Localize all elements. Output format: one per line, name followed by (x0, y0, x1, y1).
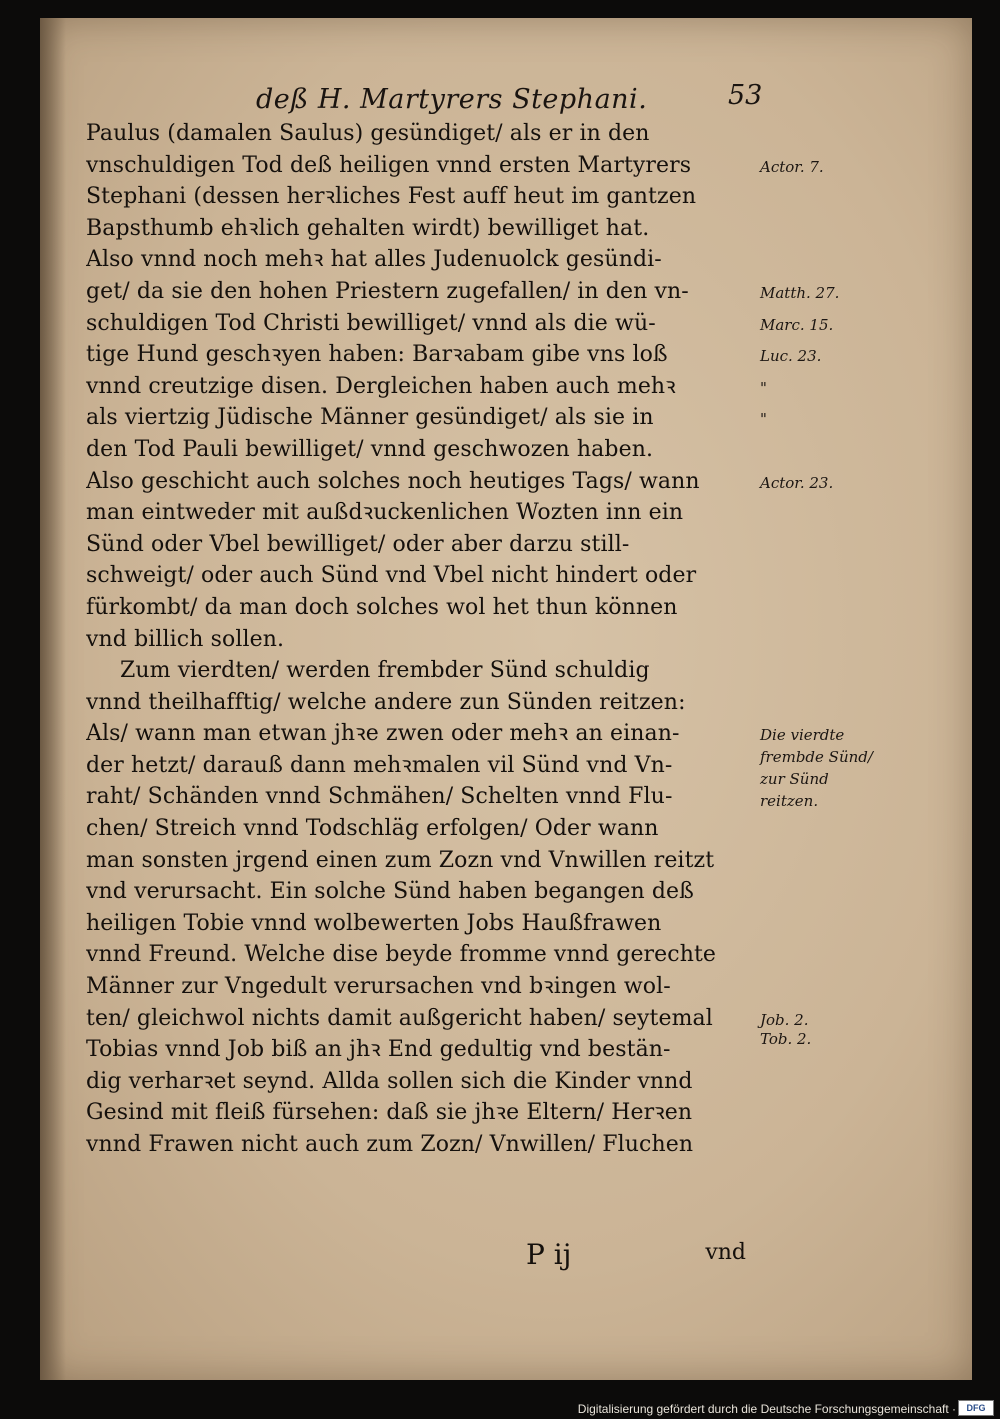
text-line: Tobias vnnd Job biß an jhꝛ End gedultig vnd bestän- (86, 1037, 671, 1063)
marginal-note: " (760, 378, 767, 397)
text-line: Männer zur Vngedult verursachen vnd bꝛingen wol- (86, 974, 671, 1000)
text-line: Bapsthumb ehꝛlich gehalten wirdt) bewilliget hat. (86, 215, 650, 241)
text-line: Als/ wann man etwan jhꝛe zwen oder mehꝛ an einan- (86, 721, 680, 747)
text-line: man eintweder mit außdꝛuckenlichen Wozten inn ein (86, 500, 684, 526)
page-number: 53 (728, 80, 763, 111)
text-line: tige Hund geschꝛyen haben: Barꝛabam gibe vns loß (86, 342, 668, 368)
text-line: man sonsten jrgend einen zum Zozn vnd Vnwillen reitzt (86, 847, 715, 873)
text-line: vnnd creutzige disen. Dergleichen haben auch mehꝛ (86, 373, 676, 399)
body-text (86, 118, 746, 1161)
text-line: chen/ Streich vnnd Todschläg erfolgen/ Oder wann (86, 816, 659, 842)
text-line: Zum vierdten/ werden frembder Sünd schuldig (120, 658, 650, 684)
text-line: schuldigen Tod Christi bewilliget/ vnnd als die wü- (86, 310, 656, 336)
text-line: vnnd Frawen nicht auch zum Zozn/ Vnwillen/ Fluchen (86, 1132, 694, 1157)
running-head: deß H. Martyrers Stephani. (256, 84, 648, 115)
catchword: vnd (705, 1240, 746, 1265)
text-line: vnnd theilhafftig/ welche andere zun Sünden reitzen: (86, 689, 686, 715)
credit-bar (0, 1397, 1000, 1419)
text-line: als viertzig Jüdische Männer gesündiget/ als sie in (86, 405, 654, 431)
text-line: fürkombt/ da man doch solches wol het thun können (86, 594, 678, 620)
marginal-note: Tob. 2. (760, 1029, 812, 1048)
text-line: Gesind mit fleiß fürsehen: daß sie jhꝛe Eltern/ Herꝛen (86, 1100, 693, 1126)
marginal-note: Matth. 27. (760, 284, 840, 302)
marginal-note: Luc. 23. (760, 347, 822, 366)
text-line: Sünd oder Vbel bewilliget/ oder aber darzu still- (86, 531, 630, 557)
text-line: vnd verursacht. Ein solche Sünd haben begangen deß (86, 879, 694, 905)
text-line: heiligen Tobie vnnd wolbewerten Jobs Haußfrawen (86, 910, 662, 936)
credit-text: Digitalisierung gefördert durch die Deutsche Forschungsgemeinschaft · (577, 1402, 956, 1416)
signature-mark: P ij (526, 1238, 572, 1271)
book-page (40, 18, 972, 1380)
text-line: Stephani (dessen herꝛliches Fest auff heut im gantzen (86, 184, 697, 210)
text-line: raht/ Schänden vnnd Schmähen/ Schelten vnnd Flu- (86, 784, 673, 810)
dfg-logo: DFG (958, 1400, 994, 1416)
text-line: den Tod Pauli bewilliget/ vnnd geschwozen haben. (86, 436, 654, 462)
text-line: get/ da sie den hohen Priestern zugefallen/ in den vn- (86, 278, 689, 304)
marginal-note: " (760, 410, 767, 429)
text-line: vnnd Freund. Welche dise beyde fromme vnnd gerechte (86, 942, 717, 968)
marginal-note: Job. 2. (760, 1010, 809, 1029)
marginal-note: Actor. 7. (760, 157, 824, 176)
text-line: vnschuldigen Tod deß heiligen vnnd ersten Martyrers (86, 152, 692, 178)
text-line: schweigt/ oder auch Sünd vnd Vbel nicht hindert oder (86, 563, 697, 589)
text-line: Also vnnd noch mehꝛ hat alles Judenuolck gesündi- (86, 247, 662, 273)
text-line: der hetzt/ darauß dann mehꝛmalen vil Sünd vnd Vn- (86, 752, 673, 778)
text-line: vnd billich sollen. (86, 626, 285, 652)
text-line: ten/ gleichwol nichts damit außgericht haben/ seytemal (86, 1005, 713, 1031)
page-footer (86, 1238, 746, 1272)
marginal-note: Actor. 23. (760, 473, 834, 492)
text-line: Paulus (damalen Saulus) gesündiget/ als er in den (86, 121, 650, 146)
marginal-note: Marc. 15. (760, 315, 834, 334)
text-line: Also geschicht auch solches noch heutiges Tags/ wann (86, 468, 700, 494)
marginal-note: Die vierdte frembde Sünd/ zur Sünd reitzen. (760, 726, 873, 811)
text-line: dig verharꝛet seynd. Allda sollen sich die Kinder vnnd (86, 1068, 693, 1094)
